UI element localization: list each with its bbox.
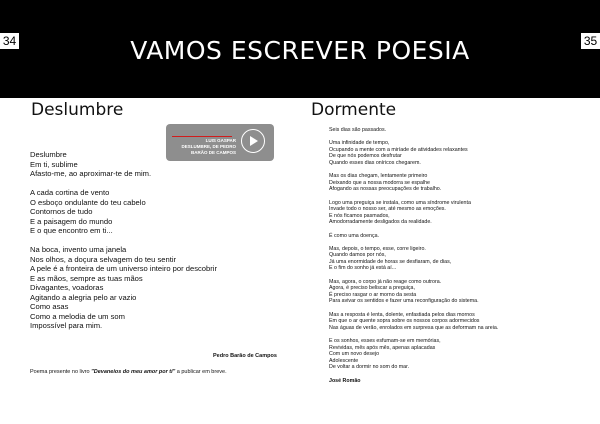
author-signature-right: José Romão	[329, 377, 361, 384]
stanza-gap	[30, 179, 280, 189]
poem-line: E nós ficamos pasmados,	[329, 212, 390, 219]
poem-line: Nas águas de verão, enrolados em surpresa que as deformam na areia.	[329, 324, 499, 331]
stanza-gap	[329, 371, 589, 378]
poem-line: Mas, agora, o corpo já não reage como outrora.	[329, 278, 442, 285]
poem-line: Agitando a alegria pelo ar vazio	[30, 292, 137, 302]
poem-line: Em ti, sublime	[30, 159, 78, 169]
poem-line: Afasto-me, ao aproximar-te de mim.	[30, 169, 152, 178]
poem-line: Mas a resposta é lenta, dolente, enfastiada pelos dias mornos	[329, 311, 475, 318]
poem-line: Quando esses dias oníricos chegarem.	[329, 159, 421, 166]
stanza-gap	[30, 236, 280, 246]
poem-line: Seis dias são passados.	[329, 127, 387, 133]
video-caption-line3: BARÃO DE CAMPOS	[190, 149, 236, 155]
page-number-right: 35	[581, 33, 600, 49]
video-caption-line2: DESLUMBRE, DE PEDRO	[181, 144, 236, 149]
poem-line: A cada cortina de vento	[30, 188, 110, 197]
poem-title-right: Dormente	[311, 100, 397, 120]
poem-line: Como a melodia de um som	[30, 311, 125, 321]
poem-line: Mas, depois, o tempo, esse, corre ligeiro.	[329, 245, 426, 252]
poem-line: Ocupando a mente com a miríade de atividades relaxantes	[329, 146, 468, 153]
poem-line: É preciso rasgar o ar morno da sesta	[329, 291, 417, 298]
poem-line: De que nós podemos desfrutar	[329, 153, 402, 160]
poem-line: E o fim do sonho já está aí...	[329, 265, 397, 272]
poem-line: A pele é a fronteira de um universo inteiro por descobrir	[30, 264, 217, 273]
stanza-gap	[329, 331, 589, 338]
poem-line: Deixando que a nossa modorra se espalhe	[329, 179, 431, 186]
poem-line: Para avivar os sentidos e fazer uma reconfiguração do sistema.	[329, 298, 479, 305]
stanza-gap	[329, 239, 589, 246]
poem-line: Com um novo desejo	[329, 351, 380, 358]
poem-body-left	[30, 150, 280, 331]
note-prefix: Poema presente no livro	[30, 369, 92, 375]
poem-line: E o que encontro em ti...	[30, 226, 113, 235]
book-title: "Devaneios do meu amor por ti"	[91, 369, 176, 375]
poem-line: E a paisagem do mundo	[30, 216, 113, 226]
page-number-left: 34	[0, 33, 19, 49]
publication-note	[30, 369, 227, 375]
stanza-gap	[329, 305, 589, 312]
poem-line: É como uma doença.	[329, 232, 380, 239]
poem-line: Como asas	[30, 302, 69, 311]
poem-line: O esboço ondulante do teu cabelo	[30, 197, 146, 207]
stanza-gap	[329, 226, 589, 233]
poem-line: Amodorradamente desligados da realidade.	[329, 219, 432, 226]
poem-line: Nos olhos, a doçura selvagem do teu sentir	[30, 254, 177, 264]
stanza-gap	[329, 134, 589, 141]
poem-line: E as mãos, sempre as tuas mãos	[30, 273, 143, 283]
section-title: VAMOS ESCREVER POESIA	[130, 36, 470, 65]
poem-line: Uma infinidade de tempo,	[329, 140, 390, 147]
poem-line: De voltar a dormir no som do mar.	[329, 364, 410, 371]
poem-body-right	[329, 127, 589, 384]
poem-title-left: Deslumbre	[31, 100, 124, 120]
poem-line: Em que o ar quente sopra sobre os nossos corpos adormecidos	[329, 318, 480, 325]
poem-line: Agora, é preciso beliscar a preguiça,	[329, 285, 415, 292]
poem-line: Afogando as nossas preocupações de trabalho.	[329, 186, 442, 193]
poem-line: Na boca, invento uma janela	[30, 245, 127, 254]
stanza-gap	[329, 193, 589, 200]
poem-line: Contornos de tudo	[30, 207, 93, 216]
poem-line: Mas os dias chegam, lentamente primeiro	[329, 173, 428, 180]
stanza-gap	[329, 167, 589, 174]
poem-line: Divagantes, voadoras	[30, 283, 104, 292]
poem-line: Adolescente	[329, 357, 359, 364]
poem-line: Quando damos por nós,	[329, 252, 386, 259]
poem-line: Revividas, mês após mês, apenas aplacadas	[329, 344, 436, 351]
poem-line: Deslumbre	[30, 150, 67, 159]
stanza-gap	[329, 272, 589, 279]
poem-line: E os sonhos, esses esfumam-se em memórias,	[329, 338, 441, 344]
poem-line: Impossível para mim.	[30, 321, 103, 330]
play-triangle	[250, 136, 258, 146]
poem-line: Invade todo o nosso ser, até mesmo as emoções.	[329, 206, 446, 213]
header-banner	[0, 0, 600, 98]
note-suffix: a publicar em breve.	[175, 369, 227, 375]
author-signature-left: Pedro Barão de Campos	[213, 353, 277, 359]
poem-line: Logo uma preguiça se instala, como uma síndrome virulenta	[329, 199, 471, 206]
poem-line: Já uma enormidade de horas se desfiaram, de dias,	[329, 258, 452, 265]
video-caption-author: LUIS GASPAR	[205, 138, 236, 143]
